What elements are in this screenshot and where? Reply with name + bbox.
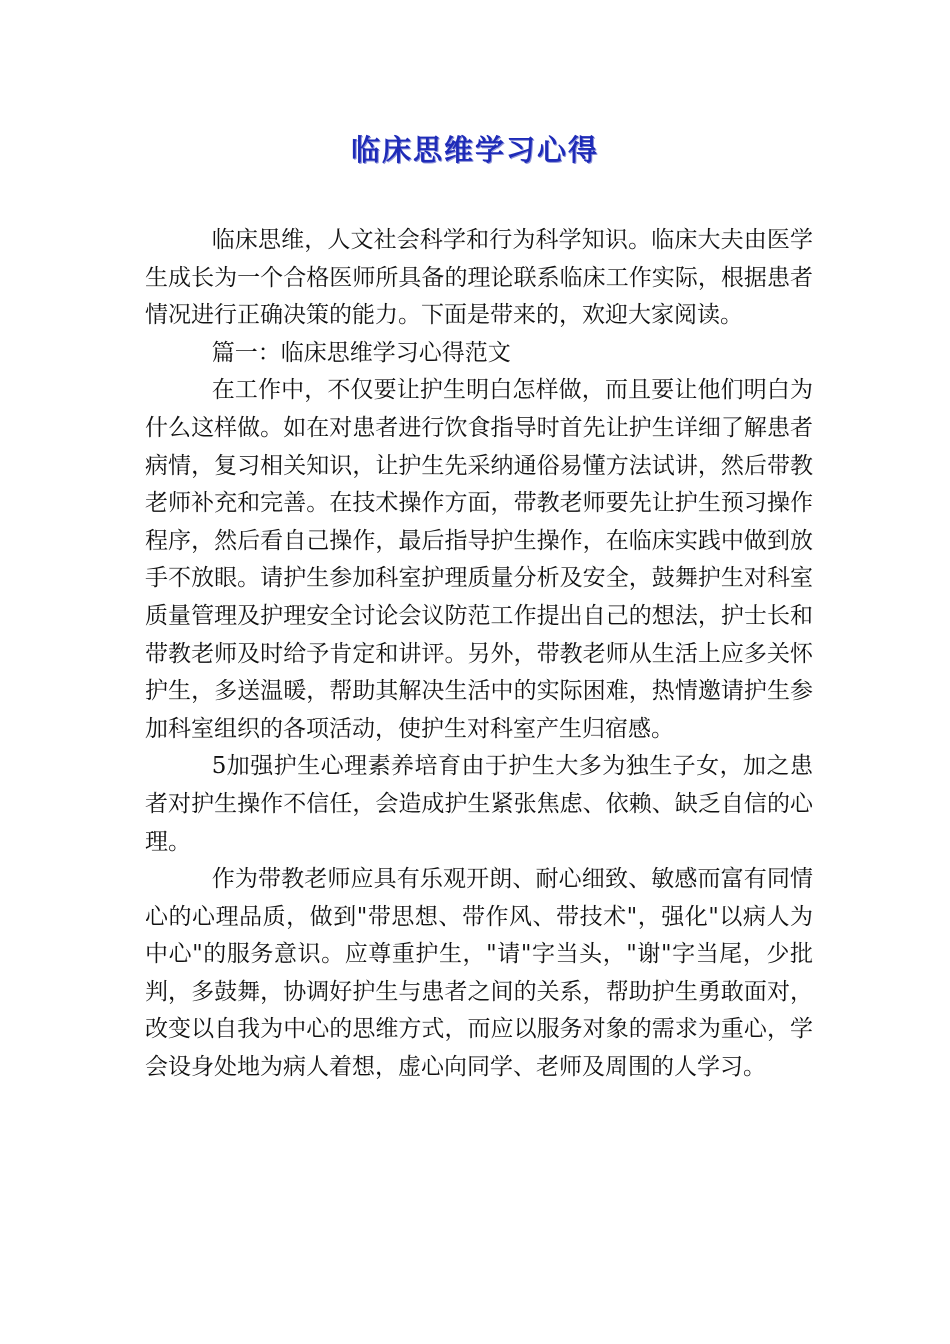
paragraph-teaching: 在工作中，不仅要让护生明白怎样做，而且要让他们明白为什么这样做。如在对患者进行饮食指导时首先让护生详细了解患者病情，复习相关知识，让护生先采纳通俗易懂方法试讲，然后带教老师补充和完善。在技术操作方面，带教老师要先让护生预习操作程序，然后看自己操作，最后指导护生操作，在临床实践中做到放手不放眼。请护生参加科室护理质量分析及安全，鼓舞护生对科室质量管理及护理安全讨论会议防范工作提出自己的想法，护士长和带教老师及时给予肯定和讲评。另外，带教老师从生活上应多关怀护生，多送温暖，帮助其解决生活中的实际困难，热情邀请护生参加科室组织的各项活动，使护生对科室产生归宿感。 xyxy=(145,377,813,742)
paragraph-psychology: 5加强护生心理素养培育由于护生大多为独生子女，加之患者对护生操作不信任，会造成护生紧张焦虑、依赖、缺乏自信的心理。 xyxy=(145,753,813,855)
section-heading: 篇一：临床思维学习心得范文 xyxy=(211,339,511,366)
document-title: 临床思维学习心得 xyxy=(350,133,599,167)
paragraph-intro: 临床思维，人文社会科学和行为科学知识。临床大夫由医学生成长为一个合格医师所具备的理论联系临床工作实际，根据患者情况进行正确决策的能力。下面是带来的，欢迎大家阅读。 xyxy=(145,227,813,329)
paragraph-teacher-role: 作为带教老师应具有乐观开朗、耐心细致、敏感而富有同情心的心理品质，做到"带思想、带作风、带技术"，强化"以病人为中心"的服务意识。应尊重护生，"请"字当头，"谢"字当尾，少批判，多鼓舞，协调好护生与患者之间的关系，帮助护生勇敢面对，改变以自我为中心的思维方式，而应以服务对象的需求为重心，学会设身处地为病人着想，虚心向同学、老师及周围的人学习。 xyxy=(145,866,813,1081)
document-body xyxy=(145,222,813,1087)
